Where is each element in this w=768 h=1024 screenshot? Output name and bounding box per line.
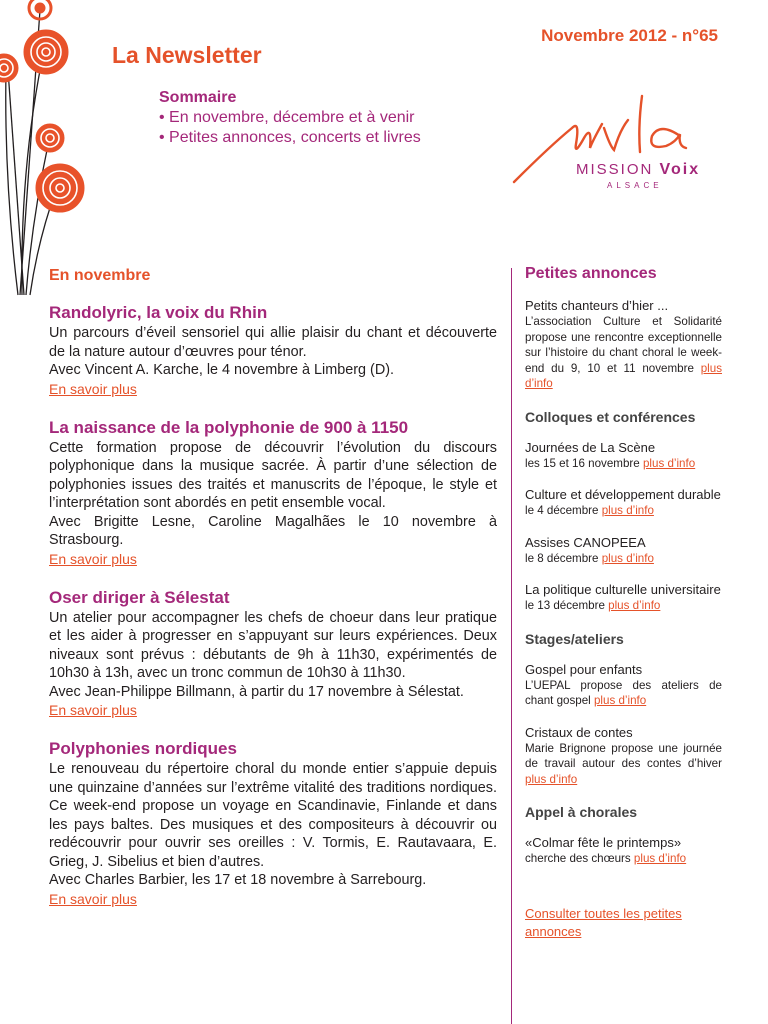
sommaire-item[interactable]: • Petites annonces, concerts et livres: [159, 129, 421, 146]
article-info: Avec Vincent A. Karche, le 4 novembre à Limberg (D).: [49, 362, 395, 378]
entry-title: Cristaux de contes: [525, 724, 633, 740]
read-more-link[interactable]: En savoir plus: [49, 380, 137, 397]
logo-name-bold: Voix: [659, 161, 701, 178]
article-body: Cette formation propose de découvrir l’évolution du discours polyphonique dans la musique sacrée. À partir d’une sélection de polyphonies issues des traités et manuscrits de l’époque, le style et l’interprétation sont abordés en petit ensemble vocal.: [49, 439, 497, 511]
main-column: [49, 266, 497, 927]
entry-date-text: le 13 décembre: [525, 599, 605, 612]
entry-desc-text: cherche des chœurs: [525, 852, 631, 865]
entry-date: [525, 551, 722, 567]
appel-heading: Appel à chorales: [525, 804, 638, 820]
all-annonces-link[interactable]: Consulter toutes les petites annonces: [525, 905, 682, 939]
sidebar: [525, 264, 722, 941]
article-info: Avec Brigitte Lesne, Caroline Magalhães le 10 novembre à Strasbourg.: [49, 513, 497, 548]
entry-title: Gospel pour enfants: [525, 661, 643, 677]
article-body: Un parcours d’éveil sensoriel qui allie plaisir du chant et découverte de la nature autour d’œuvres pour ténor.: [49, 325, 497, 360]
entry-desc-text: L’UEPAL propose des ateliers de chant gospel: [525, 678, 722, 707]
read-more-link[interactable]: En savoir plus: [49, 890, 137, 907]
article-info: Avec Charles Barbier, les 17 et 18 novembre à Sarrebourg.: [49, 872, 427, 888]
entry-title: La politique culturelle universitaire: [525, 582, 721, 597]
article-title: Randolyric, la voix du Rhin: [49, 303, 268, 322]
entry-date: [525, 598, 722, 614]
entry-date-text: le 8 décembre: [525, 551, 599, 565]
stage-entry: [525, 725, 722, 788]
article-info: Avec Jean-Philippe Billmann, à partir du 17 novembre à Sélestat.: [49, 683, 464, 700]
more-info-link[interactable]: plus d’info: [525, 772, 578, 786]
decorative-flowers-illustration: [0, 0, 110, 300]
entry-title: Assises CANOPEEA: [525, 534, 646, 550]
article-title: Oser diriger à Sélestat: [49, 587, 230, 607]
entry-title: Petits chanteurs d’hier ...: [525, 298, 669, 313]
more-info-link[interactable]: plus d’info: [601, 504, 654, 517]
more-info-link[interactable]: plus d’info: [633, 852, 687, 865]
logo-wordmark: [576, 161, 700, 179]
more-info-link[interactable]: plus d’info: [608, 599, 661, 612]
entry-title: «Colmar fête le printemps»: [525, 835, 682, 850]
entry-date-text: les 15 et 16 novembre: [525, 456, 640, 470]
more-info-link[interactable]: plus d’info: [601, 551, 654, 565]
article-title: La naissance de la polyphonie de 900 à 1150: [49, 417, 409, 437]
more-info-link[interactable]: plus d’info: [593, 694, 647, 707]
entry-date: [525, 456, 722, 472]
sidebar-title: Petites annonces: [525, 265, 657, 282]
appel-entry: [525, 835, 722, 867]
article: [49, 738, 497, 909]
entry-desc: [525, 678, 722, 709]
sommaire-item[interactable]: • En novembre, décembre et à venir: [159, 109, 415, 126]
colloques-heading: Colloques et conférences: [525, 408, 696, 425]
section-heading: En novembre: [49, 267, 151, 284]
stage-entry: [525, 662, 722, 709]
annonce-entry: [525, 298, 722, 392]
issue-number: Novembre 2012 - n°65: [541, 26, 718, 45]
stages-heading: Stages/ateliers: [525, 630, 624, 647]
colloque-entry: [525, 582, 722, 614]
entry-desc: [525, 314, 722, 392]
column-divider: [511, 268, 512, 1024]
entry-date-text: le 4 décembre: [525, 504, 599, 517]
entry-desc-text: L’association Culture et Solidarité propose une rencontre exceptionnelle sur l’histoire du chant choral le week-end du 9, 10 et 11 novembre: [525, 315, 722, 375]
colloque-entry: [525, 440, 722, 472]
entry-desc: [525, 741, 722, 788]
more-info-link[interactable]: plus d’info: [525, 361, 722, 390]
logo-region: ALSACE: [607, 181, 663, 190]
article-body: Le renouveau du répertoire choral du monde entier s’appuie depuis une quinzaine d’années sur l’extrême vitalité des traditions nordiques. Ce week-end propose un voyage en Scandinavie, Finlande et dans les pays baltes. Des musiques et des compositeurs à découvrir ou redécouvrir pour ouvrir ses oreilles : V. Tormis, E. Rautavaara, E. Grieg, J. Sibelius et bien d’autres.: [49, 761, 497, 870]
article: [49, 587, 497, 721]
sommaire-heading: Sommaire: [159, 89, 237, 106]
entry-title: Journées de La Scène: [525, 439, 656, 455]
entry-title: Culture et développement durable: [525, 487, 721, 502]
entry-desc-text: Marie Brignone propose une journée de travail autour des contes d’hiver: [525, 741, 722, 770]
article: [49, 417, 497, 569]
more-info-link[interactable]: plus d’info: [642, 456, 696, 470]
entry-desc: [525, 851, 722, 867]
read-more-link[interactable]: En savoir plus: [49, 550, 137, 567]
newsletter-title: La Newsletter: [112, 42, 262, 68]
article-title: Polyphonies nordiques: [49, 739, 237, 758]
article-body: Un atelier pour accompagner les chefs de choeur dans leur pratique et les aider à progresser en s’appuyant sur leurs expériences. Deux niveaux sont prévus : débutants de 9h à 11h30, expérimentés de 10h30 à 13h, avec un tronc commun de 10h30 à 11h30.: [49, 609, 497, 681]
logo-name: MISSION: [576, 161, 654, 178]
read-more-link[interactable]: En savoir plus: [49, 702, 137, 718]
colloque-entry: [525, 535, 722, 567]
article: [49, 302, 497, 399]
colloque-entry: [525, 487, 722, 519]
table-of-contents: [159, 88, 489, 148]
entry-date: [525, 503, 722, 519]
